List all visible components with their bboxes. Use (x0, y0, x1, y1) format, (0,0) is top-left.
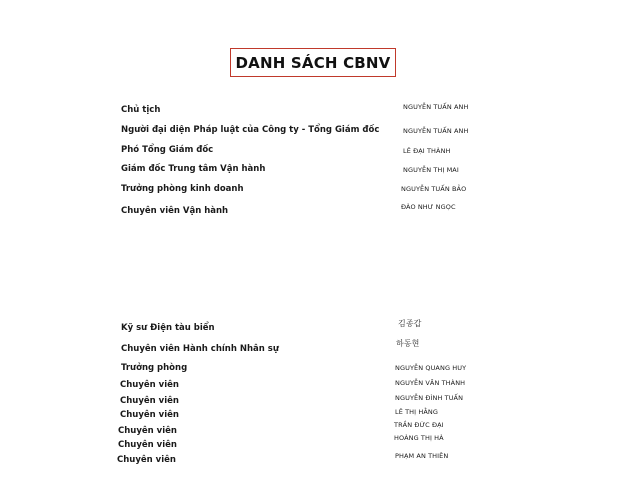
staff-name: LÊ THỊ HẰNG (395, 408, 438, 416)
staff-role: Chuyên viên (117, 455, 176, 465)
staff-role: Chuyên viên (118, 440, 177, 450)
staff-name: NGUYỄN TUẤN ANH (403, 103, 469, 111)
staff-role: Chuyên viên Hành chính Nhân sự (121, 344, 279, 354)
staff-name: NGUYỄN TUẤN ANH (403, 127, 469, 135)
staff-name: NGUYỄN ĐÌNH TUẤN (395, 394, 464, 402)
staff-name: 김종갑 (398, 319, 422, 328)
staff-role: Trưởng phòng kinh doanh (121, 184, 244, 194)
staff-name: NGUYỄN QUANG HUY (395, 364, 467, 372)
staff-name: PHẠM AN THIÊN (395, 452, 449, 460)
staff-name: HOÀNG THỊ HÀ (394, 434, 444, 442)
staff-name: ĐÀO NHƯ NGỌC (401, 203, 456, 211)
staff-role: Chuyên viên (120, 410, 179, 420)
staff-role: Kỹ sư Điện tàu biển (121, 323, 215, 333)
staff-name: NGUYỄN THỊ MAI (403, 166, 459, 174)
staff-name: LÊ ĐẠI THÀNH (403, 147, 451, 155)
staff-role: Chuyên viên (120, 380, 179, 390)
staff-role: Chuyên viên Vận hành (121, 206, 229, 216)
staff-role: Chuyên viên (118, 426, 177, 436)
staff-name: NGUYỄN VĂN THÀNH (395, 379, 466, 387)
staff-role: Chuyên viên (120, 396, 179, 406)
staff-role: Phó Tổng Giám đốc (121, 145, 214, 155)
staff-name: 하동현 (396, 339, 420, 348)
staff-role: Chủ tịch (121, 105, 161, 115)
staff-role: Trưởng phòng (121, 363, 188, 373)
title-box (230, 48, 396, 77)
staff-role: Giám đốc Trung tâm Vận hành (121, 164, 266, 174)
staff-name: TRẦN ĐỨC ĐẠI (394, 421, 444, 429)
page-title: DANH SÁCH CBNV (235, 53, 391, 72)
staff-role: Người đại diện Pháp luật của Công ty - Tổng Giám đốc (121, 125, 380, 135)
staff-name: NGUYỄN TUẤN BẢO (401, 185, 467, 193)
